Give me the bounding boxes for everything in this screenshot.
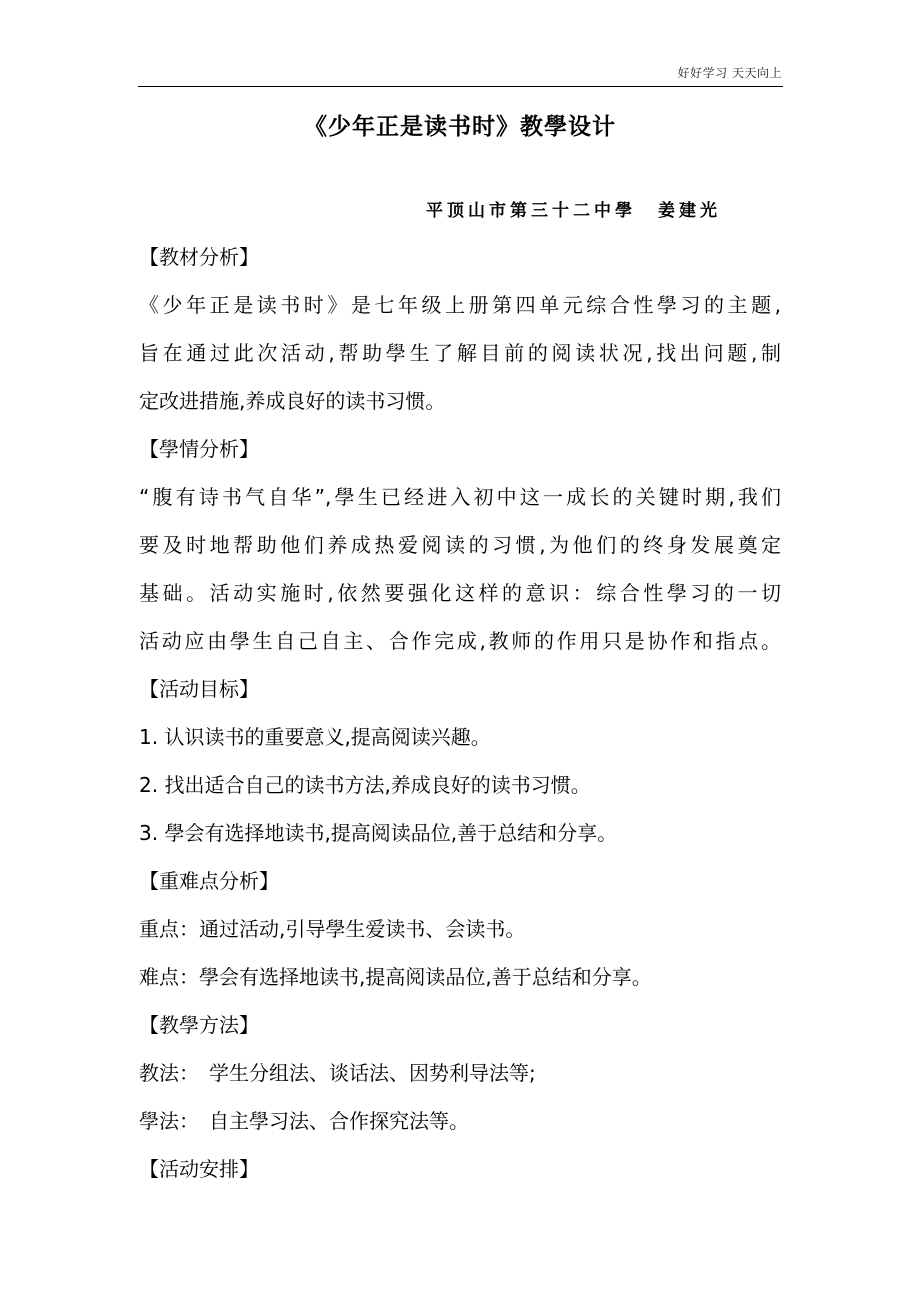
section-heading-activity-arrangement: 【活动安排】 (139, 1157, 259, 1181)
paragraph-line: 活动应由學生自己自主、合作完成,教师的作用只是协作和指点。 (139, 629, 781, 653)
paragraph-line: “腹有诗书气自华”,學生已经进入初中这一成长的关键时期,我们 (139, 485, 781, 509)
paragraph-line: 基础。活动实施时,依然要强化这样的意识：综合性學习的一切 (139, 581, 781, 605)
document-title: 《少年正是读书时》教學设计 (304, 114, 616, 140)
paragraph-line: 《少年正是读书时》是七年级上册第四单元综合性學习的主题, (139, 293, 781, 317)
section-heading-activity-goals: 【活动目标】 (139, 677, 259, 701)
goal-item: 2. 找出适合自己的读书方法,养成良好的读书习惯。 (139, 773, 591, 797)
author-line (426, 196, 721, 221)
key-point-line: 重点：通过活动,引导學生爱读书、会读书。 (139, 917, 526, 941)
author-school: 平顶山市第三十二中學 (426, 201, 636, 221)
section-heading-student-analysis: 【學情分析】 (139, 437, 259, 461)
section-heading-key-difficult-points: 【重难点分析】 (139, 869, 279, 893)
paragraph-line: 定改进措施,养成良好的读书习惯。 (139, 389, 446, 413)
header-divider (138, 86, 783, 87)
section-heading-teaching-methods: 【教學方法】 (139, 1013, 259, 1037)
difficult-point-line: 难点：學会有选择地读书,提高阅读品位,善于总结和分享。 (139, 965, 652, 989)
paragraph-line: 旨在通过此次活动,帮助學生了解目前的阅读状况,找出问题,制 (139, 341, 781, 365)
learning-method-line: 學法： 自主學习法、合作探究法等。 (139, 1109, 469, 1133)
page-header-motto: 好好学习 天天向上 (677, 66, 782, 80)
goal-item: 1. 认识读书的重要意义,提高阅读兴趣。 (139, 725, 491, 749)
teaching-method-line: 教法： 学生分组法、谈话法、因势利导法等; (139, 1061, 536, 1085)
paragraph-line: 要及时地帮助他们养成热爱阅读的习惯,为他们的终身发展奠定 (139, 533, 781, 557)
author-name: 姜建光 (658, 201, 721, 221)
section-heading-textbook-analysis: 【教材分析】 (139, 245, 259, 269)
goal-item: 3. 學会有选择地读书,提高阅读品位,善于总结和分享。 (139, 821, 618, 845)
